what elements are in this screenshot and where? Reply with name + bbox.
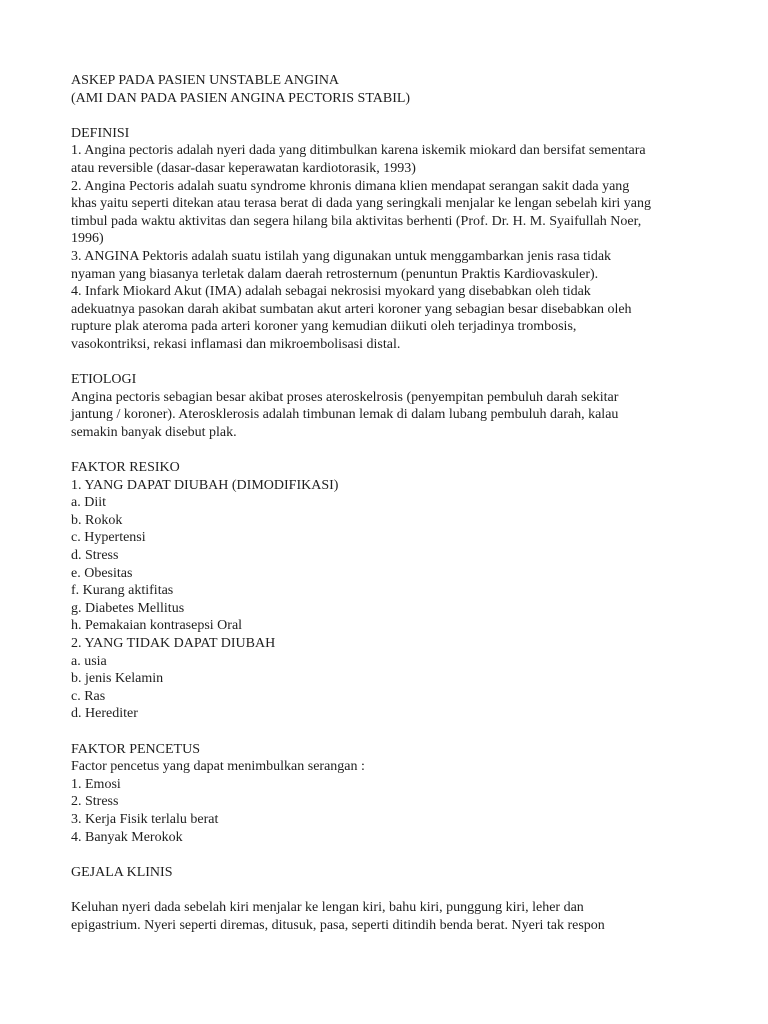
spacer [71,107,701,125]
document-title [71,72,701,107]
list-item: 2. YANG TIDAK DAPAT DIUBAH [71,636,276,651]
paragraph-line: 3. ANGINA Pektoris adalah suatu istilah yang digunakan untuk menggambarkan jenis rasa tidak [71,248,612,264]
paragraph-line: atau reversible (dasar-dasar keperawatan kardiotorasik, 1993) [71,160,416,176]
spacer [71,846,701,864]
paragraph-line: 2. Angina Pectoris adalah suatu syndrome khronis dimana klien mendapat serangan sakit dada yang [71,178,630,194]
list-item: a. Diit [71,495,106,511]
paragraph-line: vasokontriksi, rekasi inflamasi dan mikroembolisasi distal. [71,336,401,352]
spacer [71,354,701,372]
list-item: b. Rokok [71,512,123,528]
paragraph-line: Keluhan nyeri dada sebelah kiri menjalar ke lengan kiri, bahu kiri, punggung kiri, leher dan [71,899,584,915]
list-item: 1. Emosi [71,776,121,792]
list-item: g. Diabetes Mellitus [71,600,185,616]
spacer [71,881,701,899]
paragraph-line: khas yaitu seperti ditekan atau terasa berat di dada yang seringkali menjalar ke lengan sebelah kiri yang [71,196,651,212]
document-page [71,72,701,934]
section-heading: FAKTOR RESIKO [71,460,180,476]
paragraph-line: epigastrium. Nyeri seperti diremas, ditusuk, pasa, seperti ditindih benda berat. Nyeri tak respon [71,917,605,933]
section-heading: DEFINISI [71,125,130,141]
list-item: b. jenis Kelamin [71,671,164,687]
paragraph-line: timbul pada waktu aktivitas dan segera hilang bila aktivitas berhenti (Prof. Dr. H. M. Syaifullah Noer, [71,213,642,229]
list-item: c. Ras [71,688,106,704]
paragraph-line: adekuatnya pasokan darah akibat sumbatan akut arteri koroner yang sebagian besar disebabkan oleh [71,301,632,317]
paragraph-line: semakin banyak disebut plak. [71,424,237,440]
list-item: e. Obesitas [71,565,133,581]
section-heading: GEJALA KLINIS [71,864,173,880]
list-item: 2. Stress [71,794,119,810]
section-faktor-resiko [71,459,701,723]
paragraph-line: rupture plak ateroma pada arteri koroner yang kemudian diikuti oleh terjadinya trombosis, [71,319,577,335]
list-item: 3. Kerja Fisik terlalu berat [71,811,219,827]
list-item: a. usia [71,653,107,669]
section-etiologi [71,371,701,441]
title-line-1: ASKEP PADA PASIEN UNSTABLE ANGINA [71,73,340,88]
section-faktor-pencetus [71,741,701,847]
list-item: d. Stress [71,548,119,564]
section-heading: FAKTOR PENCETUS [71,741,201,757]
section-heading: ETIOLOGI [71,372,137,388]
paragraph-line: jantung / koroner). Aterosklerosis adalah timbunan lemak di dalam lubang pembuluh darah, kalau [71,407,619,423]
paragraph-line: 4. Infark Miokard Akut (IMA) adalah sebagai nekrosisi myokard yang disebabkan oleh tidak [71,284,591,300]
list-item: f. Kurang aktifitas [71,583,174,599]
list-item: 1. YANG DAPAT DIUBAH (DIMODIFIKASI) [71,477,339,493]
paragraph-line: 1996) [71,231,104,247]
section-definisi [71,125,701,354]
list-item: 4. Banyak Merokok [71,829,183,845]
paragraph-line: nyaman yang biasanya terletak dalam daerah retrosternum (penuntun Praktis Kardiovaskuler). [71,266,599,282]
paragraph-line: Factor pencetus yang dapat menimbulkan serangan : [71,759,365,775]
paragraph-line: 1. Angina pectoris adalah nyeri dada yang ditimbulkan karena iskemik miokard dan bersifat sementara [71,143,646,159]
spacer [71,441,701,459]
section-gejala-klinis [71,864,701,934]
paragraph-line: Angina pectoris sebagian besar akibat proses ateroskelrosis (penyempitan pembuluh darah sekitar [71,389,619,405]
title-line-2: (AMI DAN PADA PASIEN ANGINA PECTORIS STABIL) [71,90,411,106]
spacer [71,723,701,741]
list-item: h. Pemakaian kontrasepsi Oral [71,618,243,634]
list-item: d. Herediter [71,706,138,722]
list-item: c. Hypertensi [71,530,146,546]
